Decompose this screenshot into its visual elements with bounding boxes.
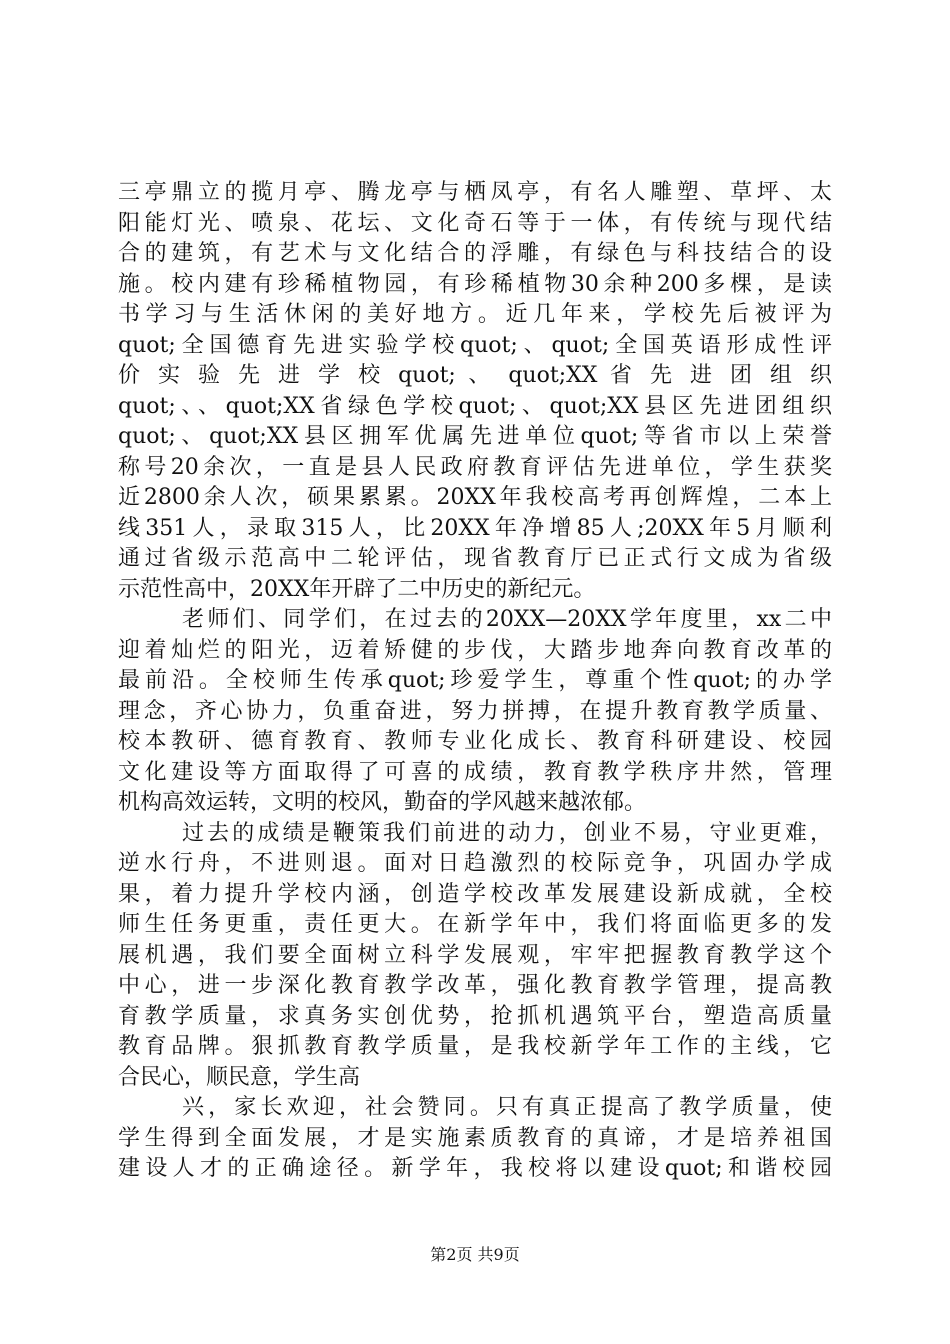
text-line: 迎着灿烂的阳光，迈着矫健的步伐，大踏步地奔向教育改革的: [118, 637, 832, 663]
page-footer: [0, 1243, 950, 1267]
text-line: 果，着力提升学校内涵，创造学校改革发展建设新成就，全校: [118, 881, 832, 907]
text-line: 线351人，录取315人，比20XX年净增85人;20XX年5月顺利: [118, 515, 832, 541]
text-line: 校本教研、德育教育、教师专业化成长、教育科研建设、校园: [118, 729, 832, 754]
text-line: 价 实 验 先 进 学 校 quot; 、 quot;XX 省 先 进 团 组 织: [118, 363, 832, 388]
text-line: 文化建设等方面取得了可喜的成绩，教育教学秩序井然，管理: [118, 759, 832, 785]
text-line: quot;全国德育先进实验学校quot;、quot;全国英语形成性评: [118, 332, 832, 358]
text-line: quot;、quot;XX县区拥军优属先进单位quot;等省市以上荣誉: [118, 424, 832, 449]
text-line: 中心，进一步深化教育教学改革，强化教育教学管理，提高教: [118, 973, 832, 998]
text-line: 兴，家长欢迎，社会赞同。只有真正提高了教学质量，使: [182, 1095, 832, 1120]
text-line: 施。校内建有珍稀植物园，有珍稀植物30余种200多棵，是读: [118, 271, 832, 297]
text-line: 理念，齐心协力，负重奋进，努力拼搏，在提升教育教学质量、: [118, 698, 832, 724]
text-line: 学生得到全面发展，才是实施素质教育的真谛，才是培养祖国: [118, 1125, 832, 1151]
text-line: 教育品牌。狠抓教育教学质量，是我校新学年工作的主线，它: [118, 1034, 832, 1059]
text-line: 过去的成绩是鞭策我们前进的动力，创业不易，守业更难，: [182, 820, 832, 846]
text-line: 近2800余人次，硕果累累。20XX年我校高考再创辉煌，二本上: [118, 485, 832, 510]
text-line: 示范性高中，20XX年开辟了二中历史的新纪元。: [118, 576, 596, 602]
text-line: 展机遇，我们要全面树立科学发展观，牢牢把握教育教学这个: [118, 942, 832, 968]
text-line: 逆水行舟，不进则退。面对日趋激烈的校际竞争，巩固办学成: [118, 851, 832, 876]
text-line: 师生任务更重，责任更大。在新学年中，我们将面临更多的发: [118, 912, 832, 937]
text-line: 最前沿。全校师生传承quot;珍爱学生，尊重个性quot;的办学: [118, 668, 832, 693]
text-line: 合民心，顺民意，学生高: [118, 1064, 361, 1090]
text-line: 建设人才的正确途径。新学年，我校将以建设quot;和谐校园: [118, 1156, 832, 1181]
text-line: 三亭鼎立的揽月亭、腾龙亭与栖凤亭，有名人雕塑、草坪、太: [118, 180, 832, 205]
text-line: 育教学质量，求真务实创优势，抢抓机遇筑平台，塑造高质量: [118, 1003, 832, 1029]
document-body: [118, 178, 832, 1185]
text-line: 机构高效运转，文明的校风，勤奋的学风越来越浓郁。: [118, 790, 647, 815]
text-line: 老师们、同学们，在过去的20XX—20XX学年度里，xx二中: [182, 607, 832, 632]
text-line: 通过省级示范高中二轮评估，现省教育厅已正式行文成为省级: [118, 546, 832, 571]
text-line: 合的建筑，有艺术与文化结合的浮雕，有绿色与科技结合的设: [118, 241, 832, 266]
text-line: 阳能灯光、喷泉、花坛、文化奇石等于一体，有传统与现代结: [118, 210, 832, 236]
text-line: quot;、、quot;XX省绿色学校quot;、quot;XX县区先进团组织: [118, 393, 832, 419]
page-number-label: 第2页 共9页: [430, 1245, 520, 1264]
text-line: 书学习与生活休闲的美好地方。近几年来，学校先后被评为: [118, 302, 832, 327]
text-line: 称号20余次，一直是县人民政府教育评估先进单位，学生获奖: [118, 454, 832, 480]
